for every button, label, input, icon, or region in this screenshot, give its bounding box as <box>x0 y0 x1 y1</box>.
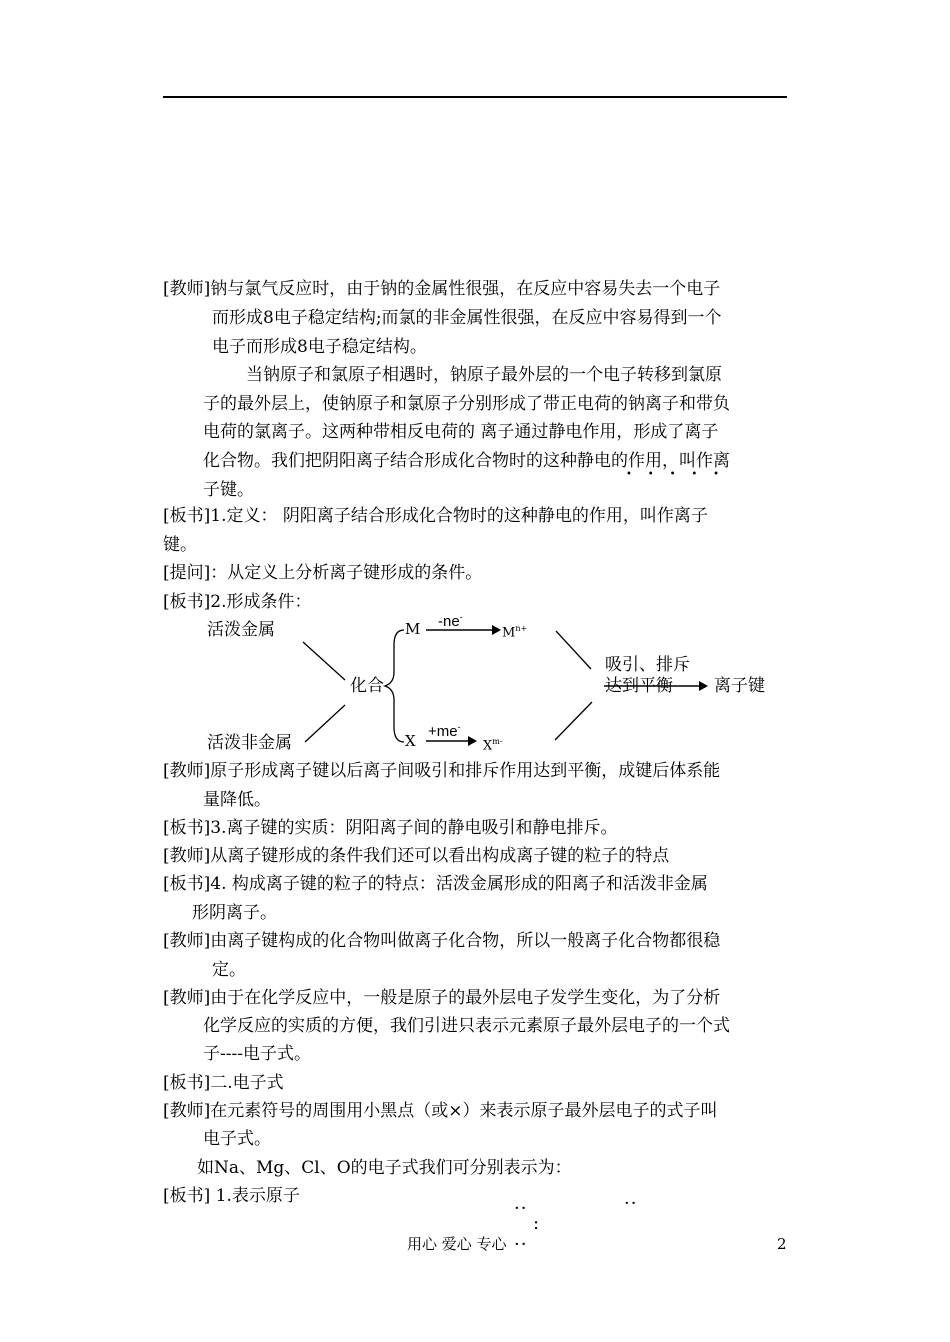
para2-line5: 子键。 <box>203 480 254 500</box>
para2-line1: 当钠原子和氯原子相遇时，钠原子最外层的一个电子转移到氯原 <box>246 365 722 385</box>
para13-line2: 电子式。 <box>203 1129 271 1149</box>
para9-line2: 形阴离子。 <box>192 903 277 923</box>
attract-repel-label: 吸引、排斥 <box>605 655 690 675</box>
footer-slogan: 用心 爱心 专心 <box>407 1235 507 1253</box>
para6-line2: 量降低。 <box>203 790 271 810</box>
para1-line3: 电子而形成8电子稳定结构。 <box>212 337 427 357</box>
para3-line1: [板书]1.定义： 阴阳离子结合形成化合物时的这种静电的作用，叫作离子 <box>163 506 708 526</box>
para2-line2: 子的最外层上，使钠原子和氯原子分别形成了带正电荷的钠离子和带负 <box>203 394 730 414</box>
ionic-bond-label: 离子键 <box>714 676 765 696</box>
metal-symbol: M <box>405 620 421 638</box>
metal-connector <box>303 642 345 680</box>
para4-line1: [提问]：从定义上分析离子键形成的条件。 <box>163 563 483 583</box>
para3-line2: 键。 <box>163 535 197 555</box>
balance-arrow-head <box>699 681 708 691</box>
para1-line1: [教师]钠与氯气反应时，由于钠的金属性很强，在反应中容易失去一个电子 <box>163 279 721 299</box>
electron-dots-4: ·· <box>624 1193 638 1214</box>
lose-electron-label: -ne- <box>438 612 463 630</box>
electron-dots-2: : <box>533 1213 541 1234</box>
gain-electron-label: +me- <box>428 722 461 740</box>
para13-line1: [教师]在元素符号的周围用小黑点（或×）来表示原子最外层电子的式子叫 <box>163 1101 718 1121</box>
para14-line1: 如Na、Mg、Cl、O的电子式我们可分别表示为： <box>197 1158 572 1178</box>
electron-dots-1: ·· <box>514 1198 528 1219</box>
anion-label: $X^{m-}$ <box>483 737 503 754</box>
active-metal-label: 活泼金属 <box>207 620 275 640</box>
para9-line1: [板书]4. 构成离子键的粒子的特点：活泼金属形成的阳离子和活泼非金属 <box>163 874 708 894</box>
para10-line2: 定。 <box>212 960 246 980</box>
emphasis-dots: • • • • • <box>626 469 720 480</box>
para11-line3: 子----电子式。 <box>203 1044 311 1064</box>
para11-line1: [教师]由于在化学反应中，一般是原子的最外层电子发学生变化，为了分析 <box>163 988 721 1008</box>
para15-line1: [板书] 1.表示原子 <box>163 1186 300 1206</box>
nonmetal-connector <box>305 705 345 742</box>
anion-connector <box>555 702 592 740</box>
nonmetal-symbol: X <box>405 732 416 750</box>
combine-label: 化合 <box>350 676 384 696</box>
para1-line2: 而形成8电子稳定结构;而氯的非金属性很强，在反应中容易得到一个 <box>212 308 722 328</box>
para2-line3: 电荷的氯离子。这两种带相反电荷的 离子通过静电作用，形成了离子 <box>203 422 719 442</box>
brace <box>385 630 404 742</box>
page-number: 2 <box>777 1235 787 1253</box>
para5-line1: [板书]2.形成条件： <box>163 592 312 612</box>
para8-line1: [教师]从离子键形成的条件我们还可以看出构成离子键的粒子的特点 <box>163 846 670 866</box>
para11-line2: 化学反应的实质的方便，我们引进只表示元素原子最外层电子的一个式 <box>203 1016 730 1036</box>
para6-line1: [教师]原子形成离子键以后离子间吸引和排斥作用达到平衡，成键后体系能 <box>163 761 721 781</box>
para7-line1: [板书]3.离子键的实质：阴阳离子间的静电吸引和静电排斥。 <box>163 818 618 838</box>
active-nonmetal-label: 活泼非金属 <box>207 733 292 753</box>
lose-arrow-head <box>492 625 501 635</box>
cation-label: $M^{n+}$ <box>502 624 528 641</box>
cation-connector <box>556 631 591 669</box>
para10-line1: [教师]由离子键构成的化合物叫做离子化合物，所以一般离子化合物都很稳 <box>163 931 721 951</box>
balance-label: 达到平衡 <box>605 676 673 696</box>
para12-line1: [板书]二.电子式 <box>163 1073 284 1093</box>
gain-arrow-head <box>468 736 477 746</box>
electron-dots-3: ·· <box>514 1234 528 1255</box>
para2-line4: 化合物。我们把阴阳离子结合形成化合物时的这种静电的作用，叫作离 <box>203 451 730 471</box>
